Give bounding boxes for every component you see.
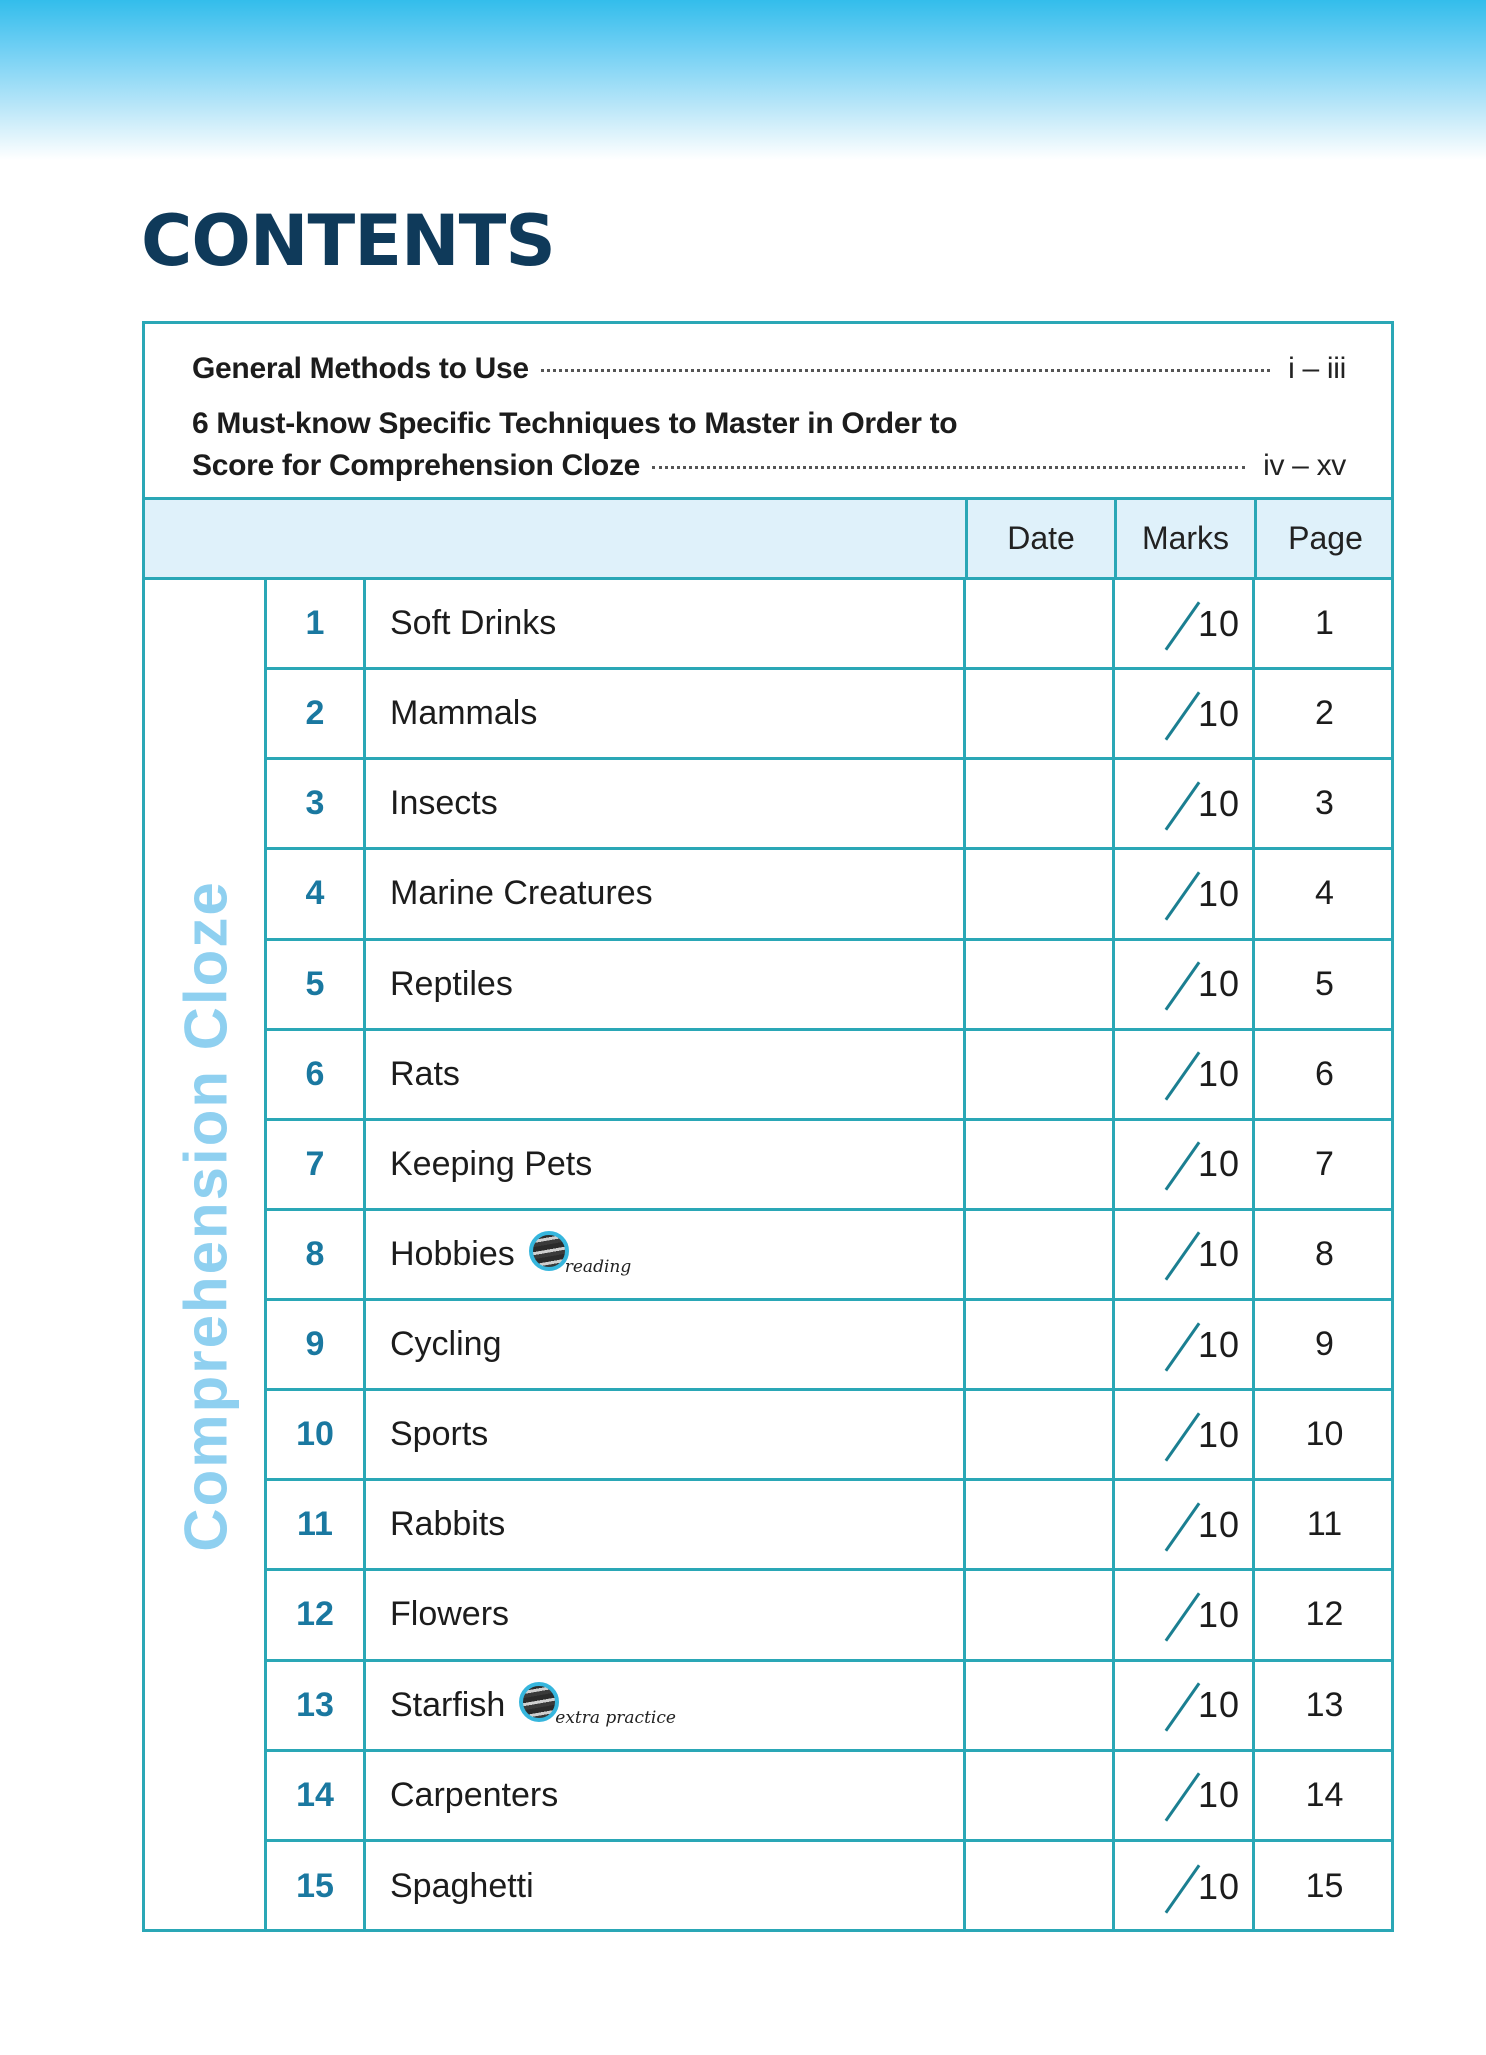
date-cell[interactable] (966, 670, 1115, 757)
marks-total: 10 (1197, 1053, 1240, 1095)
slash-divider-icon (1165, 781, 1201, 830)
date-cell[interactable] (966, 1031, 1115, 1118)
marks-cell[interactable] (1115, 850, 1255, 937)
intro-entry-label: 6 Must-know Specific Techniques to Master in Order to (192, 407, 958, 440)
row-number: 14 (267, 1752, 366, 1839)
marks-cell[interactable] (1115, 1031, 1255, 1118)
table-header-row (145, 500, 1391, 580)
table-body (267, 580, 1394, 1932)
row-number: 9 (267, 1301, 366, 1388)
date-cell[interactable] (966, 1571, 1115, 1658)
slash-divider-icon (1165, 1142, 1201, 1191)
page-number: 10 (1305, 1415, 1344, 1454)
page-number: 4 (1315, 874, 1334, 913)
marks-cell[interactable] (1115, 1752, 1255, 1839)
marks-cell[interactable] (1115, 1211, 1255, 1298)
marks-cell[interactable] (1115, 1571, 1255, 1658)
marks-cell[interactable] (1115, 941, 1255, 1028)
row-title: Starfish (390, 1685, 506, 1724)
intro-entry-label: Score for Comprehension Cloze (192, 449, 641, 482)
slash-divider-icon (1165, 1864, 1201, 1913)
badge (529, 1229, 631, 1279)
slash-divider-icon (1165, 961, 1201, 1010)
row-number: 12 (267, 1571, 366, 1658)
date-cell[interactable] (966, 941, 1115, 1028)
row-number: 6 (267, 1031, 366, 1118)
row-title: Cycling (390, 1325, 502, 1364)
marks-total: 10 (1197, 1233, 1240, 1275)
page-number: 12 (1305, 1595, 1344, 1634)
row-number: 7 (267, 1121, 366, 1208)
row-title: Hobbies (390, 1234, 515, 1273)
row-title-cell[interactable] (366, 670, 966, 757)
slash-divider-icon (1165, 1052, 1201, 1101)
marks-total: 10 (1197, 872, 1240, 914)
row-number: 1 (267, 580, 366, 667)
marks-cell[interactable] (1115, 1842, 1255, 1932)
page-number: 1 (1315, 604, 1334, 643)
table-row[interactable] (267, 1121, 1394, 1211)
table-row[interactable] (267, 1301, 1394, 1391)
row-number: 4 (267, 850, 366, 937)
date-cell[interactable] (966, 1752, 1115, 1839)
row-number: 15 (267, 1842, 366, 1932)
section-label: Comprehension Cloze (172, 880, 240, 1552)
table-row[interactable] (267, 1211, 1394, 1301)
marks-total: 10 (1197, 1323, 1240, 1365)
marks-cell[interactable] (1115, 1301, 1255, 1388)
page-number: 5 (1315, 964, 1334, 1003)
page-number: 15 (1305, 1867, 1344, 1906)
marks-total: 10 (1197, 1503, 1240, 1545)
column-header-date: Date (965, 500, 1114, 577)
header-gradient-band (0, 0, 1486, 160)
slash-divider-icon (1165, 601, 1201, 650)
row-title-cell[interactable] (366, 1481, 966, 1568)
page-number: 2 (1315, 694, 1334, 733)
slash-divider-icon (1165, 1592, 1201, 1641)
marks-total: 10 (1197, 1413, 1240, 1455)
row-number: 3 (267, 760, 366, 847)
row-title: Sports (390, 1415, 489, 1454)
table-row[interactable] (267, 1842, 1394, 1932)
page-number: 13 (1305, 1685, 1344, 1724)
page-number: 14 (1305, 1775, 1344, 1814)
column-header-page: Page (1254, 500, 1394, 577)
badge-label: reading (564, 1257, 632, 1278)
date-cell[interactable] (966, 1121, 1115, 1208)
intro-entry-pages: i – iii (1288, 352, 1346, 385)
slash-divider-icon (1165, 871, 1201, 920)
marks-cell[interactable] (1115, 1121, 1255, 1208)
row-number: 2 (267, 670, 366, 757)
slash-divider-icon (1165, 691, 1201, 740)
page-number: 8 (1315, 1234, 1334, 1273)
date-cell[interactable] (966, 850, 1115, 937)
table-row[interactable] (267, 1571, 1394, 1661)
row-title-cell[interactable] (366, 1752, 966, 1839)
date-cell[interactable] (966, 1662, 1115, 1749)
table-row[interactable] (267, 1391, 1394, 1481)
table-row[interactable] (267, 760, 1394, 850)
marks-total: 10 (1197, 692, 1240, 734)
row-title-cell[interactable] (366, 580, 966, 667)
row-title: Carpenters (390, 1775, 559, 1814)
page-number: 11 (1306, 1505, 1343, 1544)
row-number: 13 (267, 1662, 366, 1749)
date-cell[interactable] (966, 1301, 1115, 1388)
row-title: Rats (390, 1054, 460, 1093)
contents-table (142, 321, 1394, 1932)
row-number: 11 (267, 1481, 366, 1568)
marks-cell[interactable] (1115, 1481, 1255, 1568)
row-title-cell[interactable] (366, 1662, 966, 1749)
column-header-marks: Marks (1114, 500, 1254, 577)
marks-cell[interactable] (1115, 1662, 1255, 1749)
page-title: CONTENTS (141, 200, 555, 282)
row-title: Reptiles (390, 964, 513, 1003)
row-number: 5 (267, 941, 366, 1028)
date-cell[interactable] (966, 1391, 1115, 1478)
row-title: Flowers (390, 1595, 510, 1634)
marks-total: 10 (1197, 602, 1240, 644)
intro-section (145, 324, 1391, 500)
page-number: 7 (1315, 1144, 1334, 1183)
row-title-cell[interactable] (366, 1571, 966, 1658)
reading-icon (529, 1231, 569, 1271)
marks-total: 10 (1197, 963, 1240, 1005)
slash-divider-icon (1165, 1773, 1201, 1822)
row-title-cell[interactable] (366, 1121, 966, 1208)
row-title-cell[interactable] (366, 760, 966, 847)
page-number: 6 (1315, 1054, 1334, 1093)
badge-label: extra practice (555, 1708, 676, 1729)
row-title-cell[interactable] (366, 941, 966, 1028)
slash-divider-icon (1165, 1232, 1201, 1281)
marks-total: 10 (1197, 1774, 1240, 1816)
row-title-cell[interactable] (366, 1391, 966, 1478)
table-row[interactable] (267, 670, 1394, 760)
row-title: Mammals (390, 694, 538, 733)
slash-divider-icon (1165, 1682, 1201, 1731)
row-number: 8 (267, 1211, 366, 1298)
row-number: 10 (267, 1391, 366, 1478)
intro-entry-techniques-line1[interactable] (192, 407, 1346, 441)
date-cell[interactable] (966, 760, 1115, 847)
row-title-cell[interactable] (366, 1842, 966, 1932)
marks-total: 10 (1197, 1143, 1240, 1185)
row-title-cell[interactable] (366, 1031, 966, 1118)
extra-practice-icon (519, 1682, 559, 1722)
table-row[interactable] (267, 1752, 1394, 1842)
date-cell[interactable] (966, 1842, 1115, 1932)
page-number: 3 (1315, 784, 1334, 823)
date-cell[interactable] (966, 580, 1115, 667)
badge (519, 1680, 676, 1730)
table-row[interactable] (267, 941, 1394, 1031)
row-title-cell[interactable] (366, 850, 966, 937)
row-title: Insects (390, 784, 498, 823)
marks-cell[interactable] (1115, 1391, 1255, 1478)
row-title: Rabbits (390, 1505, 506, 1544)
marks-total: 10 (1197, 1593, 1240, 1635)
intro-entry-techniques-line2[interactable] (192, 449, 1346, 483)
leader-dots (652, 466, 1245, 469)
slash-divider-icon (1165, 1502, 1201, 1551)
marks-cell[interactable] (1115, 580, 1255, 667)
intro-entry-pages: iv – xv (1263, 449, 1346, 482)
section-side-column (145, 580, 267, 1932)
row-title: Soft Drinks (390, 604, 557, 643)
table-row[interactable] (267, 1662, 1394, 1752)
row-title: Spaghetti (390, 1867, 534, 1906)
marks-cell[interactable] (1115, 670, 1255, 757)
marks-total: 10 (1197, 782, 1240, 824)
intro-entry-label: General Methods to Use (192, 352, 529, 385)
row-title: Keeping Pets (390, 1144, 593, 1183)
leader-dots (541, 369, 1270, 372)
date-cell[interactable] (966, 1211, 1115, 1298)
slash-divider-icon (1165, 1412, 1201, 1461)
marks-total: 10 (1197, 1684, 1240, 1726)
row-title-cell[interactable] (366, 1211, 966, 1298)
intro-entry-general-methods[interactable] (192, 352, 1346, 386)
marks-total: 10 (1197, 1865, 1240, 1907)
table-row[interactable] (267, 1481, 1394, 1571)
table-row[interactable] (267, 1031, 1394, 1121)
marks-cell[interactable] (1115, 760, 1255, 847)
slash-divider-icon (1165, 1322, 1201, 1371)
row-title-cell[interactable] (366, 1301, 966, 1388)
table-row[interactable] (267, 850, 1394, 940)
row-title: Marine Creatures (390, 874, 653, 913)
page-number: 9 (1315, 1325, 1334, 1364)
table-row[interactable] (267, 580, 1394, 670)
date-cell[interactable] (966, 1481, 1115, 1568)
